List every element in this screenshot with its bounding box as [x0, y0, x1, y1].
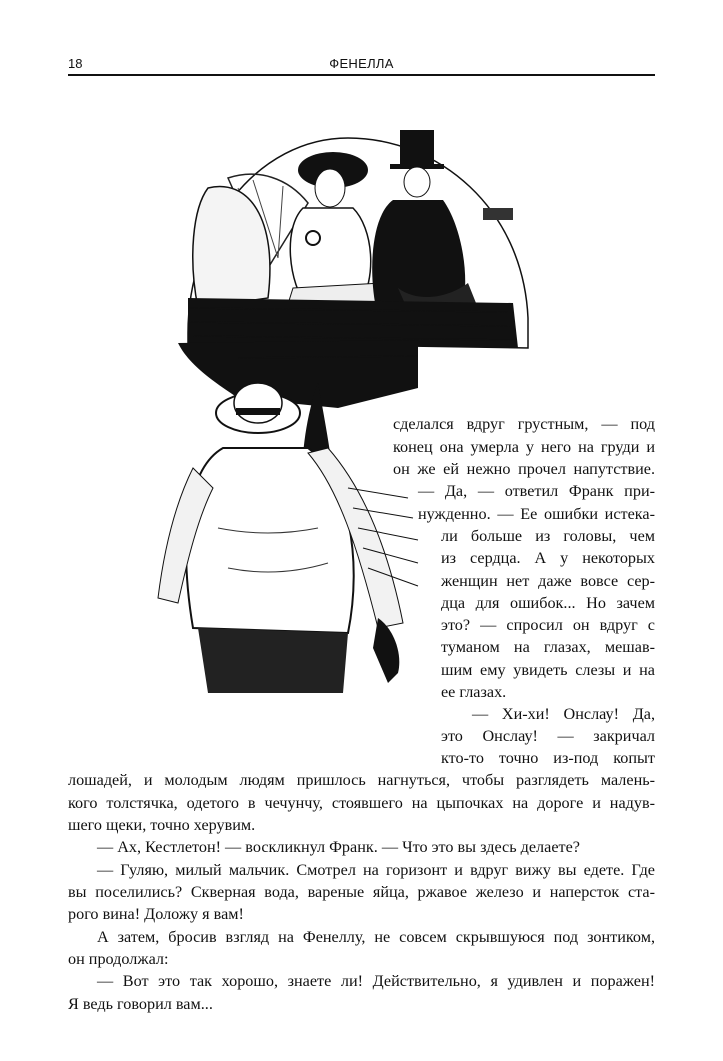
text-line: — Ах, Кестлетон! — воскликнул Франк. — Что это вы здесь делаете?	[97, 838, 580, 856]
text-line: из сердца. А у некоторых	[441, 549, 655, 567]
text-line: А затем, бросив взгляд на Фенеллу, не совсем скрывшуюся под зонтиком,	[97, 928, 655, 946]
page-number: 18	[68, 56, 83, 71]
text-line: он же ей нежно прочел напутствие.	[393, 460, 655, 478]
text-line: ли больше из головы, чем	[441, 527, 655, 545]
text-line: рого вина! Доложу я вам!	[68, 905, 244, 923]
text-line: кто-то точно из-под копыт	[441, 749, 655, 767]
text-line: туманом на глазах, мешав-	[441, 638, 655, 656]
text-line: он продолжал:	[68, 950, 169, 968]
text-line: нужденно. — Ее ошибки истека-	[418, 505, 655, 523]
text-line: — Гуляю, милый мальчик. Смотрел на горизонт и вдруг вижу вы едете. Где	[97, 861, 655, 879]
text-line: шим ему увидеть слезы и на	[441, 661, 655, 679]
text-line: вы поселились? Скверная вода, вареные яйца, ржавое железо и наперсток ста-	[68, 883, 655, 901]
text-line: — Вот это так хорошо, знаете ли! Действительно, я удивлен и поражен!	[97, 972, 655, 990]
running-title: ФЕНЕЛЛА	[329, 56, 394, 71]
text-line: — Хи-хи! Онслау! Да,	[472, 705, 655, 723]
text-line: сделался вдруг грустным, — под	[393, 415, 655, 433]
text-line: — Да, — ответил Франк при-	[418, 482, 655, 500]
text-line: это? — спросил он вдруг с	[441, 616, 655, 634]
text-line: шего щеки, точно херувим.	[68, 816, 256, 834]
text-line: это Онслау! — закричал	[441, 727, 655, 745]
text-line: ее глазах.	[441, 683, 507, 701]
text-line: дца для ошибок... Но зачем	[441, 594, 655, 612]
text-line: кого толстячка, одетого в чечунчу, стоявшего на цыпочках на дороге и надув-	[68, 794, 655, 812]
text-line: Я ведь говорил вам...	[68, 995, 213, 1013]
text-line: конец она умерла у него на груди и	[393, 438, 655, 456]
text-line: женщин нет даже вовсе сер-	[441, 572, 655, 590]
running-header	[68, 56, 655, 76]
text-line: лошадей, и молодым людям пришлось нагнуться, чтобы разглядеть малень-	[68, 771, 655, 789]
